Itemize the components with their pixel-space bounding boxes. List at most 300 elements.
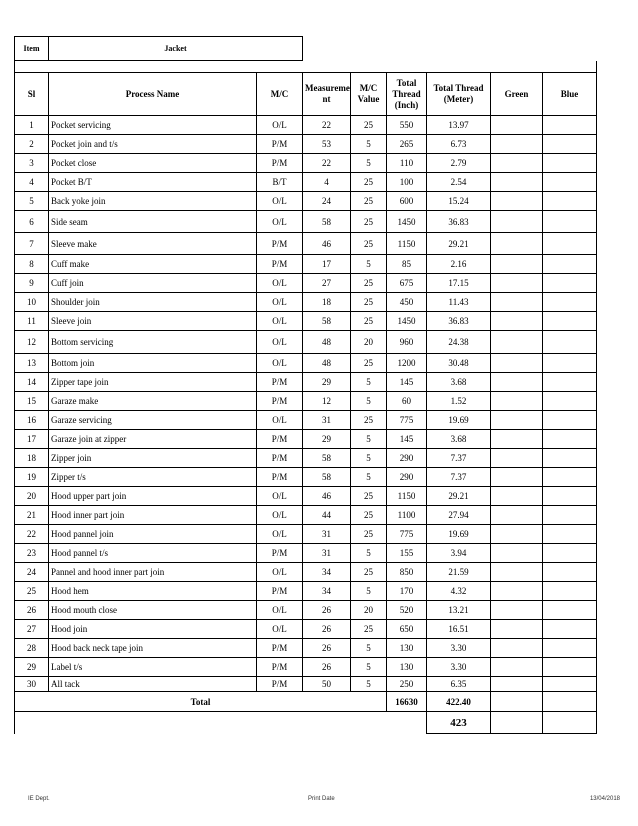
row-mc-value: 5 <box>351 255 387 274</box>
row-total-meter: 36.83 <box>427 312 491 331</box>
row-mc-value: 20 <box>351 601 387 620</box>
row-mc-value: 25 <box>351 563 387 582</box>
row-process-name: Hood pannel t/s <box>49 544 257 563</box>
row-measurement: 58 <box>303 449 351 468</box>
row-mc: O/L <box>257 211 303 233</box>
row-total-inch: 650 <box>387 620 427 639</box>
row-total-meter: 36.83 <box>427 211 491 233</box>
table-row <box>15 331 597 354</box>
row-blue <box>543 173 597 192</box>
row-mc-value: 20 <box>351 331 387 354</box>
row-sl: 22 <box>15 525 49 544</box>
row-measurement: 22 <box>303 116 351 135</box>
row-green <box>491 506 543 525</box>
row-total-meter: 19.69 <box>427 525 491 544</box>
row-total-meter: 17.15 <box>427 274 491 293</box>
row-mc: O/L <box>257 506 303 525</box>
row-green <box>491 192 543 211</box>
table-row <box>15 658 597 677</box>
row-total-meter: 6.73 <box>427 135 491 154</box>
row-blue <box>543 639 597 658</box>
row-total-meter: 3.68 <box>427 373 491 392</box>
row-blue <box>543 312 597 331</box>
row-process-name: Pannel and hood inner part join <box>49 563 257 582</box>
row-mc: O/L <box>257 411 303 430</box>
row-process-name: Zipper join <box>49 449 257 468</box>
table-row <box>15 411 597 430</box>
table-row <box>15 373 597 392</box>
row-sl: 14 <box>15 373 49 392</box>
row-mc-value: 25 <box>351 312 387 331</box>
row-process-name: Hood join <box>49 620 257 639</box>
row-total-inch: 1150 <box>387 487 427 506</box>
row-green <box>491 135 543 154</box>
table-row <box>15 192 597 211</box>
table-row <box>15 582 597 601</box>
row-green <box>491 154 543 173</box>
row-total-inch: 450 <box>387 293 427 312</box>
row-total-meter: 2.16 <box>427 255 491 274</box>
table-row <box>15 233 597 255</box>
row-total-inch: 1100 <box>387 506 427 525</box>
row-mc: P/M <box>257 639 303 658</box>
row-total-inch: 600 <box>387 192 427 211</box>
row-measurement: 12 <box>303 392 351 411</box>
row-total-meter: 21.59 <box>427 563 491 582</box>
row-blue <box>543 601 597 620</box>
row-green <box>491 677 543 692</box>
row-blue <box>543 116 597 135</box>
row-mc-value: 25 <box>351 293 387 312</box>
row-measurement: 26 <box>303 639 351 658</box>
col-mc: M/C <box>257 73 303 116</box>
row-measurement: 26 <box>303 620 351 639</box>
row-total-meter: 3.30 <box>427 639 491 658</box>
row-mc-value: 5 <box>351 430 387 449</box>
row-measurement: 46 <box>303 487 351 506</box>
footer-date: 13/04/2018 <box>589 796 620 802</box>
row-process-name: Shoulder join <box>49 293 257 312</box>
row-green <box>491 411 543 430</box>
row-green <box>491 430 543 449</box>
row-total-inch: 960 <box>387 331 427 354</box>
table-row <box>15 468 597 487</box>
table-row <box>15 211 597 233</box>
row-green <box>491 563 543 582</box>
col-total-inch: Total Thread (Inch) <box>387 73 427 116</box>
row-total-meter: 2.54 <box>427 173 491 192</box>
row-sl: 1 <box>15 116 49 135</box>
row-measurement: 27 <box>303 274 351 293</box>
row-blue <box>543 449 597 468</box>
item-blank <box>303 37 597 61</box>
row-mc: B/T <box>257 173 303 192</box>
rounded-total-row <box>15 712 597 734</box>
row-total-inch: 130 <box>387 639 427 658</box>
rounded-green <box>491 712 543 734</box>
row-green <box>491 468 543 487</box>
row-sl: 13 <box>15 354 49 373</box>
row-mc-value: 5 <box>351 677 387 692</box>
table-row <box>15 601 597 620</box>
footer-print-date-label: Print Date <box>308 796 335 802</box>
table-row <box>15 354 597 373</box>
table-row <box>15 173 597 192</box>
row-mc: O/L <box>257 274 303 293</box>
total-inch: 16630 <box>387 692 427 712</box>
row-mc-value: 25 <box>351 274 387 293</box>
row-mc: P/M <box>257 154 303 173</box>
spacer-row <box>15 61 597 73</box>
row-process-name: Cuff make <box>49 255 257 274</box>
row-measurement: 34 <box>303 563 351 582</box>
row-blue <box>543 430 597 449</box>
row-process-name: Back yoke join <box>49 192 257 211</box>
row-blue <box>543 544 597 563</box>
row-green <box>491 211 543 233</box>
row-blue <box>543 135 597 154</box>
item-label: Item <box>15 37 49 61</box>
row-process-name: Pocket servicing <box>49 116 257 135</box>
item-row <box>15 37 597 61</box>
row-sl: 5 <box>15 192 49 211</box>
row-blue <box>543 233 597 255</box>
row-total-inch: 265 <box>387 135 427 154</box>
col-green: Green <box>491 73 543 116</box>
table-row <box>15 135 597 154</box>
row-mc: O/L <box>257 601 303 620</box>
row-green <box>491 449 543 468</box>
row-green <box>491 544 543 563</box>
row-measurement: 26 <box>303 601 351 620</box>
row-total-meter: 27.94 <box>427 506 491 525</box>
row-sl: 29 <box>15 658 49 677</box>
rounded-blue <box>543 712 597 734</box>
spacer-cell <box>15 61 597 73</box>
total-blue <box>543 692 597 712</box>
row-mc-value: 5 <box>351 449 387 468</box>
rounded-blank <box>15 712 427 734</box>
row-total-meter: 15.24 <box>427 192 491 211</box>
row-process-name: Hood inner part join <box>49 506 257 525</box>
row-total-inch: 775 <box>387 411 427 430</box>
row-sl: 3 <box>15 154 49 173</box>
row-mc-value: 5 <box>351 392 387 411</box>
row-sl: 28 <box>15 639 49 658</box>
row-mc: P/M <box>257 430 303 449</box>
col-measurement: Measureme nt <box>303 73 351 116</box>
table-row <box>15 677 597 692</box>
table-row <box>15 449 597 468</box>
row-mc-value: 5 <box>351 639 387 658</box>
row-sl: 6 <box>15 211 49 233</box>
row-mc: P/M <box>257 255 303 274</box>
row-mc: O/L <box>257 293 303 312</box>
row-process-name: Garaze make <box>49 392 257 411</box>
row-sl: 12 <box>15 331 49 354</box>
row-green <box>491 255 543 274</box>
total-row <box>15 692 597 712</box>
row-green <box>491 331 543 354</box>
row-mc-value: 25 <box>351 525 387 544</box>
row-process-name: Side seam <box>49 211 257 233</box>
row-measurement: 31 <box>303 411 351 430</box>
row-mc: O/L <box>257 192 303 211</box>
col-blue: Blue <box>543 73 597 116</box>
row-mc: O/L <box>257 620 303 639</box>
row-measurement: 22 <box>303 154 351 173</box>
table-row <box>15 312 597 331</box>
item-value: Jacket <box>49 37 303 61</box>
row-mc-value: 25 <box>351 192 387 211</box>
row-mc-value: 5 <box>351 468 387 487</box>
row-total-meter: 16.51 <box>427 620 491 639</box>
row-blue <box>543 255 597 274</box>
row-blue <box>543 211 597 233</box>
col-mc-value: M/C Value <box>351 73 387 116</box>
row-blue <box>543 411 597 430</box>
row-total-inch: 290 <box>387 468 427 487</box>
row-total-meter: 4.32 <box>427 582 491 601</box>
row-mc: O/L <box>257 487 303 506</box>
row-blue <box>543 293 597 312</box>
table-row <box>15 116 597 135</box>
row-measurement: 31 <box>303 544 351 563</box>
row-sl: 23 <box>15 544 49 563</box>
table-row <box>15 620 597 639</box>
row-mc: P/M <box>257 373 303 392</box>
row-measurement: 58 <box>303 211 351 233</box>
row-mc: O/L <box>257 312 303 331</box>
row-mc-value: 5 <box>351 373 387 392</box>
row-green <box>491 582 543 601</box>
row-sl: 20 <box>15 487 49 506</box>
table-row <box>15 430 597 449</box>
row-total-meter: 3.30 <box>427 658 491 677</box>
row-sl: 27 <box>15 620 49 639</box>
row-green <box>491 293 543 312</box>
row-measurement: 58 <box>303 312 351 331</box>
row-total-meter: 30.48 <box>427 354 491 373</box>
row-measurement: 26 <box>303 658 351 677</box>
row-total-meter: 24.38 <box>427 331 491 354</box>
row-mc: O/L <box>257 331 303 354</box>
row-mc-value: 25 <box>351 487 387 506</box>
row-total-meter: 29.21 <box>427 233 491 255</box>
row-green <box>491 487 543 506</box>
row-process-name: Zipper tape join <box>49 373 257 392</box>
row-sl: 21 <box>15 506 49 525</box>
row-mc-value: 25 <box>351 620 387 639</box>
table-row <box>15 487 597 506</box>
row-total-inch: 550 <box>387 116 427 135</box>
row-green <box>491 233 543 255</box>
row-sl: 4 <box>15 173 49 192</box>
col-total-meter: Total Thread (Meter) <box>427 73 491 116</box>
row-mc-value: 5 <box>351 582 387 601</box>
row-process-name: Pocket join and t/s <box>49 135 257 154</box>
row-sl: 7 <box>15 233 49 255</box>
total-meter: 422.40 <box>427 692 491 712</box>
row-total-inch: 110 <box>387 154 427 173</box>
row-blue <box>543 468 597 487</box>
row-sl: 17 <box>15 430 49 449</box>
row-total-meter: 3.68 <box>427 430 491 449</box>
row-total-inch: 1450 <box>387 312 427 331</box>
row-process-name: Cuff join <box>49 274 257 293</box>
rounded-total: 423 <box>427 712 491 734</box>
row-process-name: Bottom join <box>49 354 257 373</box>
row-total-meter: 13.21 <box>427 601 491 620</box>
row-blue <box>543 331 597 354</box>
table-row <box>15 154 597 173</box>
row-sl: 24 <box>15 563 49 582</box>
row-process-name: Sleeve join <box>49 312 257 331</box>
row-blue <box>543 525 597 544</box>
row-blue <box>543 563 597 582</box>
row-blue <box>543 274 597 293</box>
row-total-inch: 60 <box>387 392 427 411</box>
row-measurement: 31 <box>303 525 351 544</box>
row-sl: 15 <box>15 392 49 411</box>
row-mc-value: 5 <box>351 135 387 154</box>
row-mc-value: 25 <box>351 506 387 525</box>
row-green <box>491 354 543 373</box>
row-mc: P/M <box>257 135 303 154</box>
row-process-name: Pocket close <box>49 154 257 173</box>
row-blue <box>543 392 597 411</box>
row-blue <box>543 582 597 601</box>
row-total-inch: 775 <box>387 525 427 544</box>
row-mc-value: 25 <box>351 211 387 233</box>
row-process-name: Hood back neck tape join <box>49 639 257 658</box>
row-process-name: Sleeve make <box>49 233 257 255</box>
row-green <box>491 392 543 411</box>
row-measurement: 18 <box>303 293 351 312</box>
row-mc: P/M <box>257 658 303 677</box>
row-mc-value: 25 <box>351 233 387 255</box>
row-measurement: 53 <box>303 135 351 154</box>
row-total-inch: 1150 <box>387 233 427 255</box>
row-mc-value: 25 <box>351 354 387 373</box>
row-measurement: 48 <box>303 354 351 373</box>
row-mc-value: 5 <box>351 658 387 677</box>
col-process-name: Process Name <box>49 73 257 116</box>
row-measurement: 24 <box>303 192 351 211</box>
row-mc: O/L <box>257 525 303 544</box>
row-total-inch: 290 <box>387 449 427 468</box>
row-total-meter: 6.35 <box>427 677 491 692</box>
table-row <box>15 293 597 312</box>
row-measurement: 17 <box>303 255 351 274</box>
row-mc: O/L <box>257 563 303 582</box>
thread-table <box>14 36 597 734</box>
row-mc-value: 25 <box>351 116 387 135</box>
row-total-inch: 250 <box>387 677 427 692</box>
row-total-inch: 145 <box>387 373 427 392</box>
row-mc: P/M <box>257 544 303 563</box>
row-blue <box>543 192 597 211</box>
thread-consumption-sheet <box>14 36 596 734</box>
row-sl: 8 <box>15 255 49 274</box>
row-total-inch: 130 <box>387 658 427 677</box>
row-green <box>491 639 543 658</box>
row-sl: 26 <box>15 601 49 620</box>
row-sl: 25 <box>15 582 49 601</box>
row-process-name: Pocket B/T <box>49 173 257 192</box>
row-total-inch: 100 <box>387 173 427 192</box>
row-total-inch: 1200 <box>387 354 427 373</box>
row-measurement: 48 <box>303 331 351 354</box>
row-total-inch: 675 <box>387 274 427 293</box>
row-measurement: 29 <box>303 373 351 392</box>
row-mc-value: 25 <box>351 173 387 192</box>
total-label: Total <box>15 692 387 712</box>
row-total-inch: 520 <box>387 601 427 620</box>
row-sl: 18 <box>15 449 49 468</box>
row-sl: 9 <box>15 274 49 293</box>
row-total-meter: 3.94 <box>427 544 491 563</box>
row-sl: 30 <box>15 677 49 692</box>
row-green <box>491 658 543 677</box>
row-sl: 2 <box>15 135 49 154</box>
row-mc-value: 5 <box>351 544 387 563</box>
row-mc: O/L <box>257 354 303 373</box>
row-total-inch: 850 <box>387 563 427 582</box>
row-process-name: Hood mouth close <box>49 601 257 620</box>
table-row <box>15 563 597 582</box>
row-process-name: Label t/s <box>49 658 257 677</box>
row-green <box>491 173 543 192</box>
row-process-name: Bottom servicing <box>49 331 257 354</box>
row-total-meter: 2.79 <box>427 154 491 173</box>
total-green <box>491 692 543 712</box>
row-total-meter: 7.37 <box>427 449 491 468</box>
table-row <box>15 639 597 658</box>
row-sl: 11 <box>15 312 49 331</box>
row-mc: P/M <box>257 582 303 601</box>
row-green <box>491 312 543 331</box>
row-process-name: Zipper t/s <box>49 468 257 487</box>
table-row <box>15 392 597 411</box>
row-total-meter: 7.37 <box>427 468 491 487</box>
row-process-name: Garaze join at zipper <box>49 430 257 449</box>
row-measurement: 58 <box>303 468 351 487</box>
row-green <box>491 373 543 392</box>
row-green <box>491 274 543 293</box>
row-mc: P/M <box>257 233 303 255</box>
row-blue <box>543 658 597 677</box>
row-measurement: 34 <box>303 582 351 601</box>
row-green <box>491 620 543 639</box>
row-total-inch: 155 <box>387 544 427 563</box>
row-process-name: Hood upper part join <box>49 487 257 506</box>
page-footer <box>28 796 620 808</box>
row-total-inch: 1450 <box>387 211 427 233</box>
row-total-meter: 11.43 <box>427 293 491 312</box>
col-sl: Sl <box>15 73 49 116</box>
row-sl: 19 <box>15 468 49 487</box>
row-total-meter: 19.69 <box>427 411 491 430</box>
table-row <box>15 274 597 293</box>
row-mc: O/L <box>257 116 303 135</box>
row-mc: P/M <box>257 677 303 692</box>
row-total-meter: 13.97 <box>427 116 491 135</box>
row-mc-value: 25 <box>351 411 387 430</box>
row-total-inch: 170 <box>387 582 427 601</box>
row-sl: 10 <box>15 293 49 312</box>
row-process-name: Hood pannel join <box>49 525 257 544</box>
